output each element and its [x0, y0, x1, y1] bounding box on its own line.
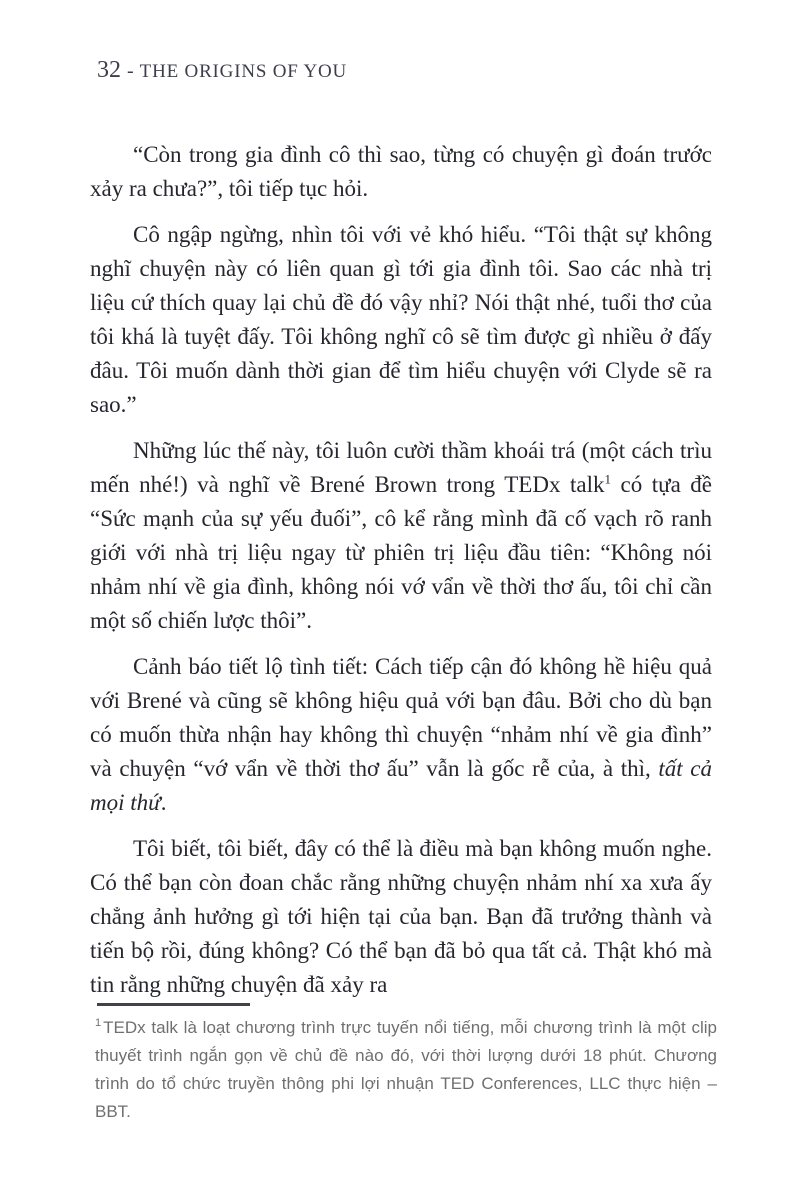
running-header: [97, 57, 347, 84]
paragraph-4-text: Cảnh báo tiết lộ tình tiết: Cách tiếp cận đó không hề hiệu quả với Brené và cũng sẽ không hiệu quả với bạn đâu. Bởi cho dù bạn có muốn thừa nhận hay không thì chuyện “nhảm nhí về gia đình” và chuyện “vớ vẩn về thời thơ ấu” vẫn là gốc rễ của, à thì,: [90, 654, 712, 781]
footnote-divider: [97, 1003, 250, 1006]
page-number: 32: [97, 57, 121, 83]
paragraph-3-text-continued: có tựa đề “Sức mạnh của sự yếu đuối”, cô kể rằng mình đã cố vạch rõ ranh giới với nhà trị liệu ngay từ phiên trị liệu đầu tiên: “Không nói nhảm nhí về gia đình, không nói vớ vẩn về thời thơ ấu, tôi chỉ cần một số chiến lược thôi”.: [90, 472, 713, 633]
paragraph-2: Cô ngập ngừng, nhìn tôi với vẻ khó hiểu. “Tôi thật sự không nghĩ chuyện này có liên quan gì tới gia đình tôi. Sao các nhà trị liệu cứ thích quay lại chủ đề đó vậy nhỉ? Nói thật nhé, tuổi thơ của tôi khá là tuyệt đấy. Tôi không nghĩ cô sẽ tìm được gì nhiều ở đấy đâu. Tôi muốn dành thời gian để tìm hiểu chuyện với Clyde sẽ ra sao.”: [90, 222, 712, 417]
paragraph-5: Tôi biết, tôi biết, đây có thể là điều mà bạn không muốn nghe. Có thể bạn còn đoan chắc rằng những chuyện nhảm nhí xa xưa ấy chẳng ảnh hưởng gì tới hiện tại của bạn. Bạn đã trưởng thành và tiến bộ rồi, đúng không? Có thể bạn đã bỏ qua tất cả. Thật khó mà tin rằng những chuyện đã xảy ra: [90, 836, 712, 997]
book-title: THE ORIGINS OF YOU: [139, 61, 348, 82]
paragraph-4-period: .: [160, 790, 167, 815]
paragraph-3: [90, 434, 712, 638]
paragraph-4-italic-phrase: tất cả mọi thứ: [90, 756, 712, 815]
footnote-reference-marker: 1: [604, 471, 611, 487]
page-body: [90, 138, 712, 1014]
footnote-marker: 1: [95, 1017, 102, 1030]
footnote: [95, 1014, 717, 1126]
paragraph-1: “Còn trong gia đình cô thì sao, từng có chuyện gì đoán trước xảy ra chưa?”, tôi tiếp tục hỏi.: [90, 142, 712, 201]
paragraph-3-text: Những lúc thế này, tôi luôn cười thầm khoái trá (một cách trìu mến nhé!) và nghĩ về Brené Brown trong TEDx talk: [90, 438, 712, 497]
footnote-text: TEDx talk là loạt chương trình trực tuyến nổi tiếng, mỗi chương trình là một clip thuyết trình ngắn gọn về chủ đề nào đó, với thời lượng dưới 18 phút. Chương trình do tổ chức truyền thông phi lợi nhuận TED Conferences, LLC thực hiện – BBT.: [95, 1018, 717, 1121]
paragraph-4: [90, 650, 712, 820]
header-separator: -: [127, 60, 134, 82]
